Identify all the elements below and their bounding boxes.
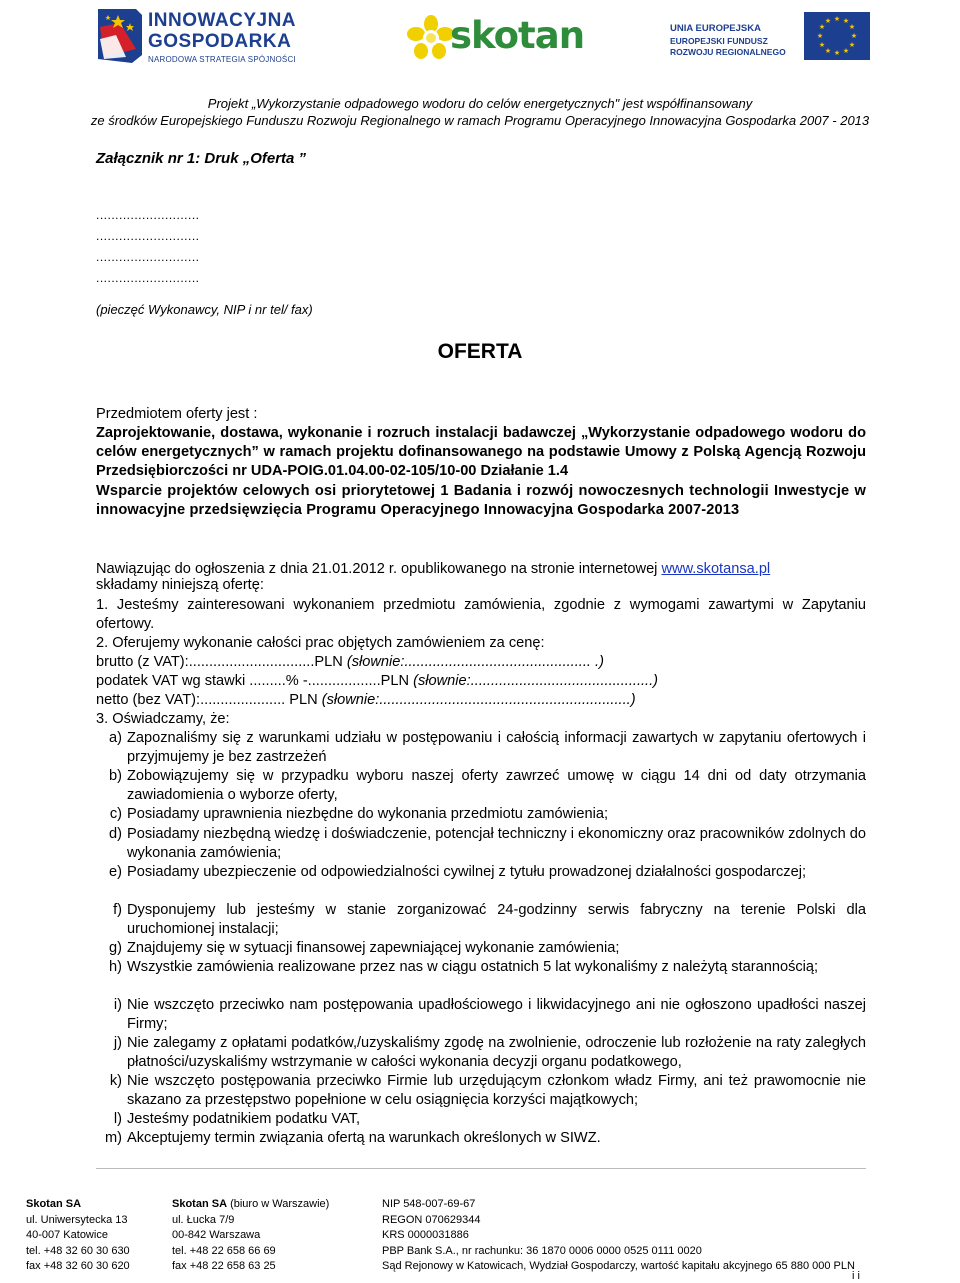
attachment-title: Załącznik nr 1: Druk „Oferta ” bbox=[96, 150, 307, 167]
list-letter: h) bbox=[109, 959, 122, 975]
footer-registration bbox=[382, 1197, 855, 1275]
footer-katowice bbox=[26, 1197, 130, 1275]
price-net bbox=[96, 691, 866, 710]
ig-logo-line3: NARODOWA STRATEGIA SPÓJNOŚCI bbox=[148, 55, 296, 64]
list-text: Zobowiązujemy się w przypadku wyboru naszej oferty zawrzeć umowę w ciągu 14 dni od daty otrzymania zawiadomienia o wyborze oferty, bbox=[127, 768, 866, 803]
stamp-dots-line: ........................... bbox=[96, 271, 200, 285]
list-letter: d) bbox=[109, 826, 122, 842]
footer-line: 00-842 Warszawa bbox=[172, 1229, 261, 1241]
list-letter: f) bbox=[113, 902, 122, 918]
list-letter: c) bbox=[109, 806, 122, 822]
reference-text: Nawiązując do ogłoszenia z dnia 21.01.2012 r. opublikowanego na stronie internetowej bbox=[96, 561, 662, 577]
list-text: Posiadamy niezbędną wiedzę i doświadczenie, potencjał techniczny i ekonomiczny oraz pracowników zdolnych do wykonania zamówienia; bbox=[127, 826, 867, 861]
footer-line: ul. Łucka 7/9 bbox=[172, 1213, 235, 1226]
skotan-flower-icon bbox=[406, 14, 456, 62]
footer-line: REGON 070629344 bbox=[382, 1213, 481, 1226]
skotan-logo bbox=[406, 10, 585, 64]
svg-text:★: ★ bbox=[848, 41, 856, 49]
subject-label: Przedmiotem oferty jest : bbox=[96, 406, 258, 422]
ig-logo-line1: INNOWACYJNA bbox=[148, 10, 297, 31]
footer-line: fax +48 32 60 30 620 bbox=[26, 1260, 130, 1272]
footer-divider bbox=[96, 1168, 866, 1169]
footer-line: 40-007 Katowice bbox=[26, 1229, 108, 1241]
footer-line: KRS 0000031886 bbox=[382, 1229, 469, 1241]
point-2: 2. Oferujemy wykonanie całości prac objętych zamówieniem za cenę: bbox=[96, 635, 545, 651]
submit-text: składamy niniejszą ofertę: bbox=[96, 577, 264, 593]
list-letter: m) bbox=[104, 1130, 122, 1146]
price-vat bbox=[96, 672, 866, 691]
subject-description-2: Wsparcie projektów celowych osi priorytetowej 1 Badania i rozwój nowoczesnych technologii Inwestycje w innowacyjne przedsięwzięcia Programu Operacyjnego Innowacyjna Gospodarka 2007-2013 bbox=[96, 483, 866, 518]
list-letter: e) bbox=[109, 864, 122, 880]
list-text: Posiadamy uprawnienia niezbędne do wykonania przedmiotu zamówienia; bbox=[127, 806, 609, 822]
list-letter: i) bbox=[113, 997, 122, 1013]
stamp-dots-line: ........................... bbox=[96, 250, 200, 264]
eu-logo-line2: EUROPEJSKI FUNDUSZ bbox=[670, 36, 768, 46]
svg-text:★: ★ bbox=[824, 47, 832, 55]
list-text: Znajdujemy się w sytuacji finansowej zapewniającej wykonanie zamówienia; bbox=[127, 940, 620, 956]
list-text: Wszystkie zamówienia realizowane przez nas w ciągu ostatnich 5 lat wykonaliśmy z należytą starannością; bbox=[127, 959, 819, 975]
list-text: Jesteśmy podatnikiem podatku VAT, bbox=[127, 1111, 361, 1127]
list-letter: j) bbox=[113, 1035, 122, 1051]
footer-company-heading bbox=[172, 1197, 329, 1213]
subject-description: Zaprojektowanie, dostawa, wykonanie i rozruch instalacji badawczej „Wykorzystanie odpadowego wodoru do celów energetycznych” w ramach projektu dofinansowanego na podstawie Umowy z Polską Agencją Rozwoju Przedsiębiorczości nr UDA-POIG.01.04.00-02-105/10-00 Działanie 1.4 bbox=[96, 425, 866, 479]
point-1: 1. Jesteśmy zainteresowani wykonaniem przedmiotu zamówienia, zgodnie z wymogami zawartymi w Zapytaniu ofertowy. bbox=[96, 597, 866, 632]
list-text: Nie zalegamy z opłatami podatków,/uzyskaliśmy zgodę na zwolnienie, odroczenie lub rozłożenie na raty zaległych płatności/uzyskaliśmy wstrzymanie w całości wykonania decyzji organu podatkowego, bbox=[127, 1035, 866, 1070]
list-text: Dysponujemy lub jesteśmy w stanie zorganizować 24-godzinny serwis fabryczny na terenie Polski dla uruchomionej instalacji; bbox=[127, 902, 866, 937]
stamp-dots-line: ........................... bbox=[96, 208, 200, 222]
svg-text:★: ★ bbox=[850, 32, 858, 40]
list-letter: g) bbox=[109, 940, 122, 956]
stamp-note: (pieczęć Wykonawcy, NIP i nr tel/ fax) bbox=[96, 302, 313, 317]
list-letter: a) bbox=[109, 730, 122, 746]
list-letter: k) bbox=[109, 1073, 122, 1089]
footer-warszawa bbox=[172, 1197, 329, 1275]
footer-company-suffix: (biuro w Warszawie) bbox=[227, 1198, 330, 1210]
footer-line: Sąd Rejonowy w Katowicach, Wydział Gospodarczy, wartość kapitału akcyjnego 65 880 000 PLN bbox=[382, 1260, 855, 1272]
price-vat-words: (słownie:.............................................) bbox=[413, 673, 659, 689]
skotan-logo-text: skotan bbox=[450, 14, 585, 57]
price-gross-words: (słownie:.............................................. .) bbox=[346, 654, 604, 670]
svg-text:★: ★ bbox=[842, 17, 850, 25]
list-text: Akceptujemy termin związania ofertą na warunkach określonych w SIWZ. bbox=[127, 1130, 601, 1146]
eu-logo-line3: ROZWOJU REGIONALNEGO bbox=[670, 47, 786, 57]
stamp-dots-line: ........................... bbox=[96, 229, 200, 243]
footer-line: tel. +48 32 60 30 630 bbox=[26, 1244, 130, 1257]
list-letter: l) bbox=[113, 1111, 122, 1127]
eu-logo-line1: UNIA EUROPEJSKA bbox=[670, 23, 761, 34]
project-line-2: ze środków Europejskiego Funduszu Rozwoju Regionalnego w ramach Programu Operacyjnego Innowacyjna Gospodarka 2007 - 2013 bbox=[90, 113, 870, 128]
footer-line: NIP 548-007-69-67 bbox=[382, 1198, 476, 1210]
svg-text:★: ★ bbox=[833, 15, 841, 23]
list-letter: b) bbox=[109, 768, 122, 784]
website-link[interactable]: www.skotansa.pl bbox=[661, 561, 771, 577]
footer-line: fax +48 22 658 63 25 bbox=[172, 1260, 276, 1272]
svg-text:★: ★ bbox=[816, 32, 824, 40]
price-gross-label: brutto (z VAT):...............................PLN bbox=[96, 654, 347, 670]
ig-logo-line2: GOSPODARKA bbox=[148, 31, 292, 52]
list-text: Nie wszczęto postępowania przeciwko Firmie lub urzędującym członkom władz Firmy, ani też prawomocnie nie skazano za przestępstwo popełnione w celu osiągnięcia korzyści majątkowych; bbox=[127, 1073, 866, 1108]
price-net-words: (słownie:..............................................................) bbox=[321, 692, 636, 708]
svg-text:★: ★ bbox=[824, 17, 832, 25]
innowacyjna-gospodarka-logo bbox=[96, 5, 306, 67]
footer-line: tel. +48 22 658 66 69 bbox=[172, 1244, 276, 1257]
page-title: OFERTA bbox=[437, 340, 523, 363]
eu-flag-icon bbox=[804, 12, 870, 60]
svg-text:★: ★ bbox=[848, 23, 856, 31]
svg-text:★: ★ bbox=[818, 23, 826, 31]
list-text: Zapoznaliśmy się z warunkami udziału w postępowaniu i całością informacji zawartych w zapytaniu ofertowych i przyjmujemy je bez zastrzeżeń bbox=[127, 730, 866, 765]
footer-company-name: Skotan SA bbox=[172, 1198, 228, 1210]
price-net-label: netto (bez VAT):..................... PLN bbox=[96, 692, 322, 708]
svg-text:★: ★ bbox=[818, 41, 826, 49]
footer-line: PBP Bank S.A., nr rachunku: 36 1870 0006 0000 0525 0111 0020 bbox=[382, 1244, 702, 1257]
point-3: 3. Oświadczamy, że: bbox=[96, 711, 230, 727]
price-gross bbox=[96, 653, 866, 672]
price-vat-label: podatek VAT wg stawki .........% -..................PLN bbox=[96, 673, 414, 689]
page-marker: i i bbox=[852, 1270, 860, 1282]
svg-text:★: ★ bbox=[833, 49, 841, 57]
list-text: Nie wszczęto przeciwko nam postępowania upadłościowego i likwidacyjnego ani nie ogłoszono upadłości naszej Firmy; bbox=[127, 997, 866, 1032]
eu-logo bbox=[668, 12, 868, 60]
list-text: Posiadamy ubezpieczenie od odpowiedzialności cywilnej z tytułu prowadzonej działalności gospodarczej; bbox=[127, 864, 806, 880]
footer-line: ul. Uniwersytecka 13 bbox=[26, 1213, 128, 1226]
ig-flag-icon bbox=[96, 9, 144, 63]
project-line-1: Projekt „Wykorzystanie odpadowego wodoru do celów energetycznych" jest współfinansowany bbox=[207, 96, 753, 111]
svg-text:★: ★ bbox=[842, 47, 850, 55]
footer-company-name: Skotan SA bbox=[26, 1198, 82, 1210]
